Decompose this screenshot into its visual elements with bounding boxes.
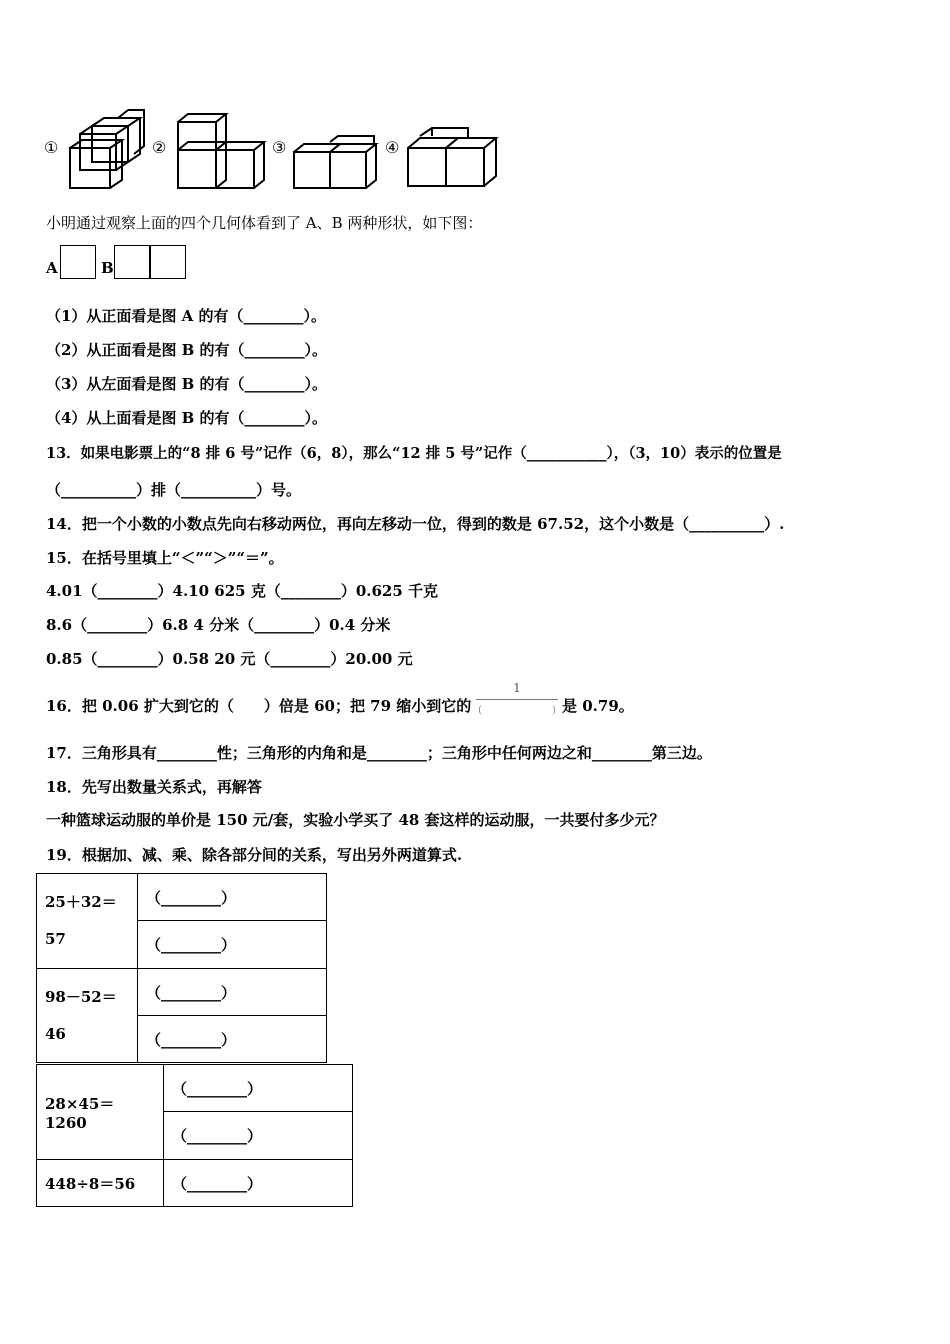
q18-body: 一种篮球运动服的单价是 150 元/套，实验小学买了 48 套这样的运动服，一共要付多少元？ (46, 811, 665, 829)
equation-3: 28×45＝1260 (37, 1065, 164, 1160)
shape-a-label: A (46, 259, 58, 277)
figure-label-4: ④ (385, 138, 400, 157)
cube-drawings (44, 104, 504, 194)
fraction-numerator: 1 (513, 681, 521, 695)
q15-row-3: 0.85（________）0.58 20 元（________）20.00 元 (46, 650, 413, 668)
shape-b-left (114, 245, 150, 279)
q12-item-1: （1）从正面看是图 A 的有（________）。 (46, 307, 327, 325)
figure-3-cubes (294, 136, 376, 188)
answer-blank: （________） (164, 1112, 353, 1160)
cube-figures (44, 104, 504, 194)
q12-item-4: （4）从上面看是图 B 的有（________）。 (46, 409, 328, 427)
answer-blank: （________） (138, 921, 327, 969)
fraction-bar (476, 699, 558, 700)
figure-label-1: ① (44, 138, 59, 157)
q12-item-3: （3）从左面看是图 B 的有（________）。 (46, 375, 328, 393)
q12-item-2: （2）从正面看是图 B 的有（________）。 (46, 341, 328, 359)
figure-1-cubes (70, 110, 144, 188)
q15-title: 15．在括号里填上“＜”“＞”“＝”。 (46, 549, 284, 567)
q13-line2: （__________）排（__________）号。 (46, 481, 302, 499)
figure-label-2: ② (152, 138, 167, 157)
equation-cell-1 (37, 874, 138, 969)
q16-fraction (474, 681, 560, 717)
q15-row-1: 4.01（________）4.10 625 克（________）0.625 千克 (46, 582, 439, 600)
answer-blank: （________） (138, 1016, 327, 1063)
equation-cell-2 (37, 969, 138, 1063)
q16-text-before: 16．把 0.06 扩大到它的（ ）倍是 60；把 79 缩小到它的 (46, 697, 472, 715)
figure-label-3: ③ (272, 138, 287, 157)
equation-1a: 25＋32＝ (45, 893, 117, 911)
q17-text: 17．三角形具有________性；三角形的内角和是________；三角形中任何两边之和________第三边。 (46, 744, 712, 762)
q14-text: 14．把一个小数的小数点先向右移动两位，再向左移动一位，得到的数是 67.52，这个小数是（__________）. (46, 515, 785, 533)
shape-b-right (150, 245, 186, 279)
q19-table-top (36, 873, 327, 1063)
q19-title: 19．根据加、减、乘、除各部分间的关系，写出另外两道算式. (46, 846, 463, 864)
equation-1b: 57 (45, 930, 66, 948)
q16-text-after: 是 0.79。 (562, 697, 634, 715)
answer-blank: （________） (164, 1160, 353, 1207)
answer-blank: （________） (138, 874, 327, 921)
q18-title: 18．先写出数量关系式，再解答 (46, 778, 262, 796)
shape-a (60, 245, 96, 279)
q19-table-bottom (36, 1064, 353, 1207)
intro-text: 小明通过观察上面的四个几何体看到了 A、B 两种形状，如下图： (46, 214, 483, 232)
q13-line1: 13．如果电影票上的“8 排 6 号”记作（6，8），那么“12 排 5 号”记作（___________），（3，10）表示的位置是 (46, 445, 782, 462)
answer-blank: （________） (164, 1065, 353, 1112)
figure-2-cubes (178, 114, 264, 188)
shape-b-label: B (101, 259, 114, 277)
equation-2a: 98－52＝ (45, 987, 117, 1006)
fraction-denominator: ( ) (478, 705, 556, 716)
answer-blank: （________） (138, 969, 327, 1016)
equation-4: 448÷8＝56 (37, 1160, 164, 1207)
figure-4-cubes (408, 128, 496, 186)
q15-row-2: 8.6（________）6.8 4 分米（________）0.4 分米 (46, 616, 391, 634)
equation-2b: 46 (45, 1024, 66, 1043)
